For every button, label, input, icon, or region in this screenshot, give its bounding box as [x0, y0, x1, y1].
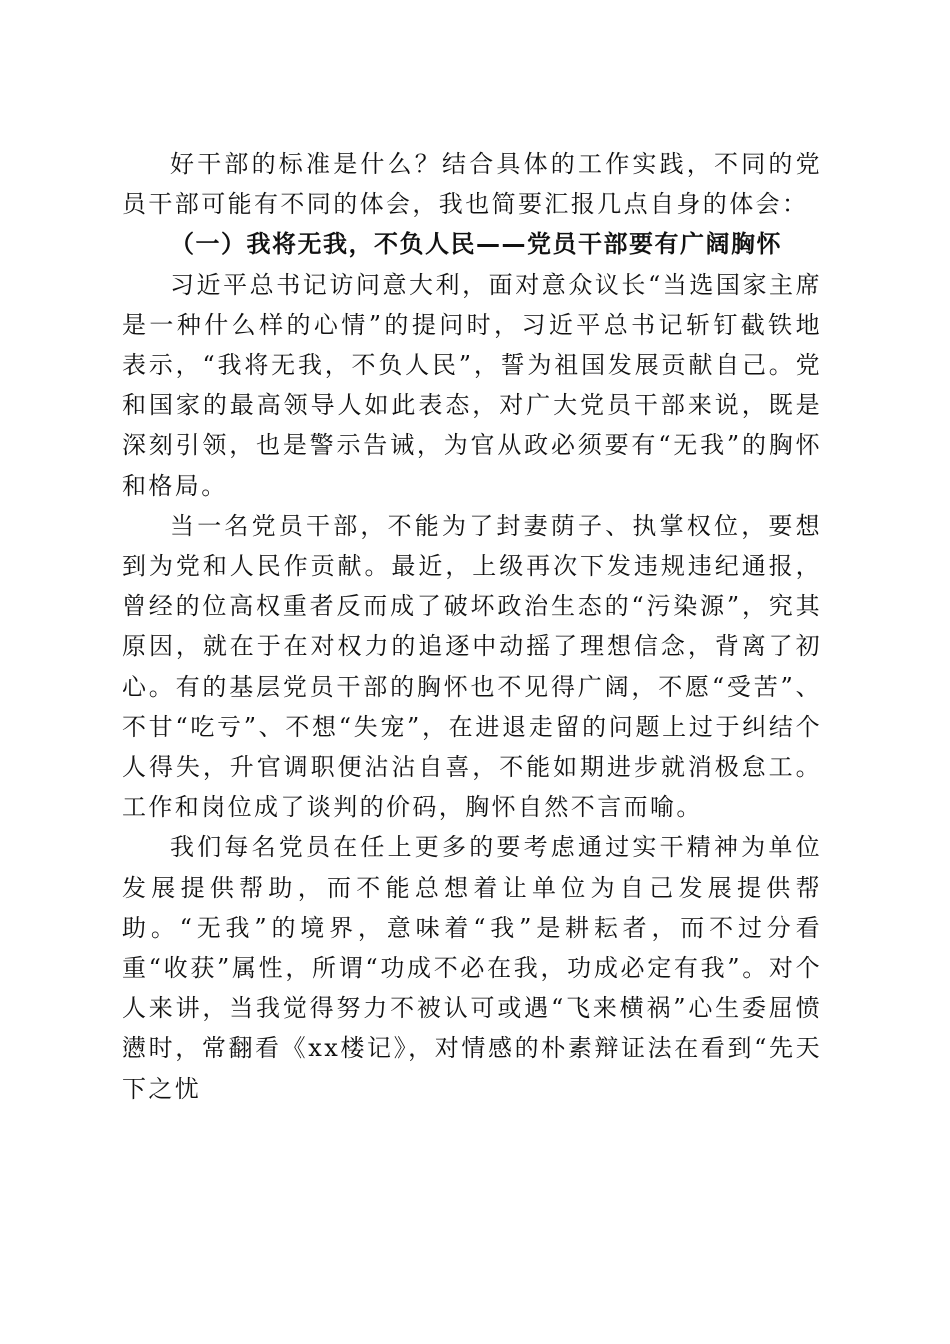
body-paragraph-1: 习近平总书记访问意大利，面对意众议长“当选国家主席是一种什么样的心情”的提问时，习近平总书记斩钉截铁地表示，“我将无我，不负人民”，誓为祖国发展贡献自己。党和国家的最高领导人如此表态，对广大党员干部来说，既是深刻引领，也是警示告诫，为官从政必须要有“无我”的胸怀和格局。: [122, 270, 822, 500]
body-paragraph-3: 我们每名党员在任上更多的要考虑通过实干精神为单位发展提供帮助，而不能总想着让单位为自己发展提供帮助。“无我”的境界，意味着“我”是耕耘者，而不过分看重“收获”属性，所谓“功成不必在我，功成必定有我”。对个人来讲，当我觉得努力不被认可或遇“飞来横祸”心生委屈愤懑时，常翻看《xx楼记》，对情感的朴素辩证法在看到“先天下之忧: [122, 833, 822, 1103]
document-body: [122, 144, 822, 1109]
body-paragraph-2: 当一名党员干部，不能为了封妻荫子、执掌权位，要想到为党和人民作贡献。最近，上级再次下发违规违纪通报，曾经的位高权重者反而成了破坏政治生态的“污染源”，究其原因，就在于在对权力的追逐中动摇了理想信念，背离了初心。有的基层党员干部的胸怀也不见得广阔，不愿“受苦”、不甘“吃亏”、不想“失宠”，在进退走留的问题上过于纠结个人得失，升官调职便沾沾自喜，不能如期进步就消极怠工。工作和岗位成了谈判的价码，胸怀自然不言而喻。: [122, 511, 822, 822]
section-heading: （一）我将无我，不负人民——党员干部要有广阔胸怀: [170, 230, 782, 259]
intro-paragraph: 好干部的标准是什么？结合具体的工作实践，不同的党员干部可能有不同的体会，我也简要汇报几点自身的体会：: [122, 150, 822, 219]
